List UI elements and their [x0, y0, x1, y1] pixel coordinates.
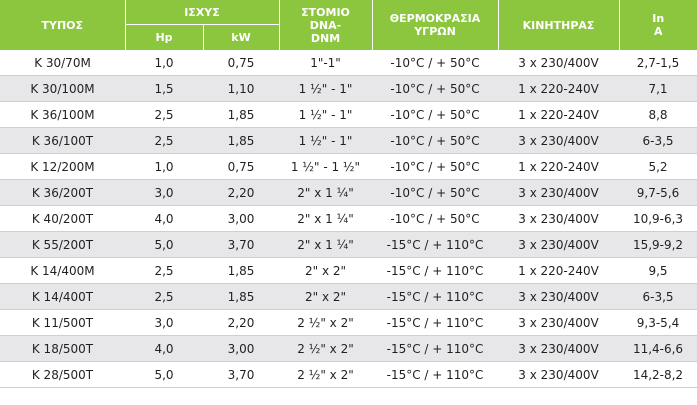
cell-hp: 3,0: [125, 310, 203, 336]
table-row: [0, 50, 697, 76]
cell-kw: 0,75: [203, 50, 279, 76]
cell-kw: 3,70: [203, 232, 279, 258]
cell-temperature: -15°C / + 110°C: [372, 362, 498, 388]
header-outlet-line3: DNM: [310, 31, 341, 45]
cell-hp: 3,0: [125, 180, 203, 206]
cell-kw: 1,85: [203, 258, 279, 284]
cell-motor: 1 x 220-240V: [498, 154, 619, 180]
table-row: [0, 128, 697, 154]
cell-temperature: -15°C / + 110°C: [372, 336, 498, 362]
cell-motor: 3 x 230/400V: [498, 232, 619, 258]
table-row: [0, 76, 697, 102]
cell-motor: 3 x 230/400V: [498, 362, 619, 388]
cell-motor: 3 x 230/400V: [498, 284, 619, 310]
cell-current: 15,9-9,2: [619, 232, 697, 258]
cell-motor: 3 x 230/400V: [498, 336, 619, 362]
table-row: [0, 362, 697, 388]
cell-hp: 2,5: [125, 102, 203, 128]
cell-motor: 3 x 230/400V: [498, 50, 619, 76]
cell-outlet: 2" x 1 ¼": [279, 206, 372, 232]
cell-motor: 3 x 230/400V: [498, 128, 619, 154]
cell-hp: 4,0: [125, 336, 203, 362]
cell-type: K 36/100T: [0, 128, 125, 154]
cell-hp: 5,0: [125, 362, 203, 388]
cell-temperature: -15°C / + 110°C: [372, 284, 498, 310]
cell-current: 2,7-1,5: [619, 50, 697, 76]
cell-current: 5,2: [619, 154, 697, 180]
cell-temperature: -10°C / + 50°C: [372, 76, 498, 102]
cell-hp: 2,5: [125, 128, 203, 154]
cell-type: K 14/400T: [0, 284, 125, 310]
header-in-line2: A: [654, 25, 663, 38]
cell-current: 9,5: [619, 258, 697, 284]
table-row: [0, 232, 697, 258]
header-temp-line2: ΥΓΡΩΝ: [414, 25, 456, 38]
cell-type: K 11/500T: [0, 310, 125, 336]
cell-type: K 18/500T: [0, 336, 125, 362]
header-type: ΤΥΠΟΣ: [0, 0, 125, 50]
cell-hp: 4,0: [125, 206, 203, 232]
header-kw: kW: [203, 25, 279, 51]
table-row: [0, 154, 697, 180]
cell-type: K 14/400M: [0, 258, 125, 284]
cell-hp: 2,5: [125, 258, 203, 284]
table-row: [0, 284, 697, 310]
cell-outlet: 2 ½" x 2": [279, 336, 372, 362]
cell-type: K 55/200T: [0, 232, 125, 258]
cell-outlet: 2 ½" x 2": [279, 310, 372, 336]
cell-kw: 3,70: [203, 362, 279, 388]
cell-motor: 1 x 220-240V: [498, 102, 619, 128]
table-row: [0, 206, 697, 232]
cell-temperature: -10°C / + 50°C: [372, 102, 498, 128]
cell-current: 9,7-5,6: [619, 180, 697, 206]
cell-hp: 1,0: [125, 154, 203, 180]
table-row: [0, 336, 697, 362]
cell-type: K 30/100M: [0, 76, 125, 102]
cell-hp: 5,0: [125, 232, 203, 258]
header-current: [619, 0, 697, 50]
header-outlet-line1: ΣΤΟΜΙΟ: [301, 5, 350, 19]
cell-current: 8,8: [619, 102, 697, 128]
cell-temperature: -15°C / + 110°C: [372, 232, 498, 258]
cell-type: K 12/200M: [0, 154, 125, 180]
cell-current: 6-3,5: [619, 128, 697, 154]
cell-outlet: 1 ½" - 1": [279, 102, 372, 128]
cell-temperature: -10°C / + 50°C: [372, 154, 498, 180]
header-power: ΙΣΧΥΣ: [125, 0, 279, 25]
cell-type: K 30/70M: [0, 50, 125, 76]
cell-kw: 1,10: [203, 76, 279, 102]
cell-outlet: 1 ½" - 1 ½": [279, 154, 372, 180]
cell-hp: 2,5: [125, 284, 203, 310]
header-liquid-temperature: [372, 0, 498, 50]
table-row: [0, 258, 697, 284]
header-temp-line1: ΘΕΡΜΟΚΡΑΣΙΑ: [389, 12, 481, 25]
header-hp: Hp: [125, 25, 203, 51]
cell-current: 10,9-6,3: [619, 206, 697, 232]
header-motor: ΚΙΝΗΤΗΡΑΣ: [498, 0, 619, 50]
table-row: [0, 102, 697, 128]
cell-current: 11,4-6,6: [619, 336, 697, 362]
header-in-line1: In: [652, 12, 665, 25]
cell-type: K 36/100M: [0, 102, 125, 128]
cell-current: 7,1: [619, 76, 697, 102]
cell-kw: 0,75: [203, 154, 279, 180]
cell-outlet: 2" x 1 ¼": [279, 180, 372, 206]
cell-motor: 3 x 230/400V: [498, 206, 619, 232]
cell-outlet: 2" x 2": [279, 258, 372, 284]
cell-outlet: 2" x 1 ¼": [279, 232, 372, 258]
cell-temperature: -10°C / + 50°C: [372, 128, 498, 154]
cell-motor: 1 x 220-240V: [498, 76, 619, 102]
header-outlet: [279, 0, 372, 50]
cell-outlet: 1"-1": [279, 50, 372, 76]
cell-motor: 1 x 220-240V: [498, 258, 619, 284]
cell-current: 6-3,5: [619, 284, 697, 310]
cell-current: 14,2-8,2: [619, 362, 697, 388]
cell-kw: 1,85: [203, 128, 279, 154]
cell-hp: 1,5: [125, 76, 203, 102]
cell-hp: 1,0: [125, 50, 203, 76]
table-row: [0, 180, 697, 206]
cell-temperature: -15°C / + 110°C: [372, 258, 498, 284]
cell-kw: 2,20: [203, 310, 279, 336]
table-header: [0, 0, 697, 50]
cell-outlet: 1 ½" - 1": [279, 128, 372, 154]
table-body: [0, 50, 697, 388]
cell-outlet: 2 ½" x 2": [279, 362, 372, 388]
cell-temperature: -10°C / + 50°C: [372, 180, 498, 206]
cell-temperature: -15°C / + 110°C: [372, 310, 498, 336]
cell-outlet: 2" x 2": [279, 284, 372, 310]
cell-motor: 3 x 230/400V: [498, 310, 619, 336]
cell-type: K 40/200T: [0, 206, 125, 232]
table-row: [0, 310, 697, 336]
cell-kw: 2,20: [203, 180, 279, 206]
cell-type: K 36/200T: [0, 180, 125, 206]
cell-kw: 1,85: [203, 284, 279, 310]
cell-temperature: -10°C / + 50°C: [372, 206, 498, 232]
cell-motor: 3 x 230/400V: [498, 180, 619, 206]
header-outlet-line2: DNA-: [309, 18, 342, 32]
cell-current: 9,3-5,4: [619, 310, 697, 336]
cell-kw: 3,00: [203, 206, 279, 232]
cell-kw: 3,00: [203, 336, 279, 362]
cell-kw: 1,85: [203, 102, 279, 128]
cell-type: K 28/500T: [0, 362, 125, 388]
cell-outlet: 1 ½" - 1": [279, 76, 372, 102]
cell-temperature: -10°C / + 50°C: [372, 50, 498, 76]
